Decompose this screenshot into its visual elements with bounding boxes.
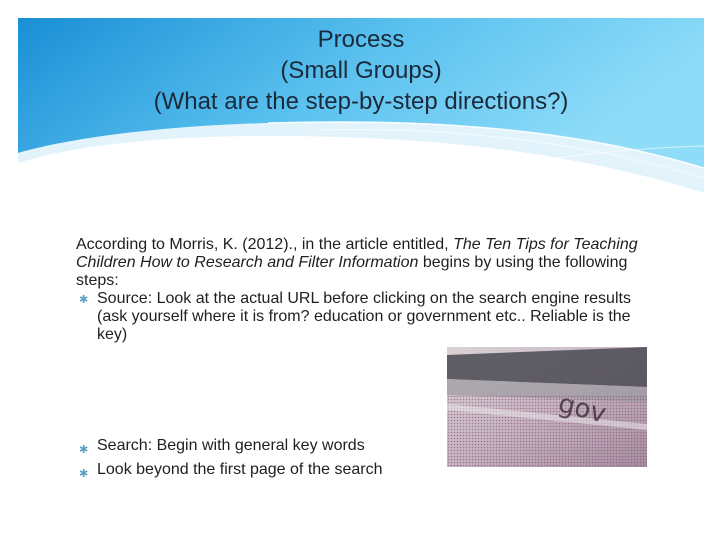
title-line-2: (Small Groups) — [280, 57, 442, 84]
title-line-3: (What are the step-by-step directions?) — [153, 88, 569, 115]
intro-paragraph — [76, 236, 656, 290]
article-title: The Ten Tips for Teaching Children How to Research and Filter Information — [76, 236, 638, 271]
list-item — [76, 290, 656, 344]
list-item — [76, 434, 476, 458]
bullet-list — [76, 290, 656, 344]
photo-gov-text: gov — [555, 388, 609, 430]
slide-body — [76, 236, 656, 344]
intro-text-start: According to Morris, K. (2012)., in the article entitled, — [76, 236, 454, 253]
bullet-list-lower — [76, 434, 476, 482]
intro-text-end: begins by using the following steps: — [76, 254, 628, 289]
slide-title — [18, 24, 704, 117]
bullet-text: Source: Look at the actual URL before clicking on the search engine results (ask yourself where it is from? education or government etc.. Reliable is the key) — [97, 290, 631, 343]
title-line-1: Process — [317, 26, 405, 53]
bullet-text: Search: Begin with general key words — [97, 437, 365, 454]
asterisk-bullet-icon: ✱ — [79, 294, 89, 306]
bullet-text: Look beyond the first page of the search — [97, 461, 383, 478]
asterisk-bullet-icon: ✱ — [79, 444, 89, 456]
list-item — [76, 458, 476, 482]
asterisk-bullet-icon: ✱ — [79, 468, 89, 480]
gov-url-photo — [447, 347, 647, 467]
